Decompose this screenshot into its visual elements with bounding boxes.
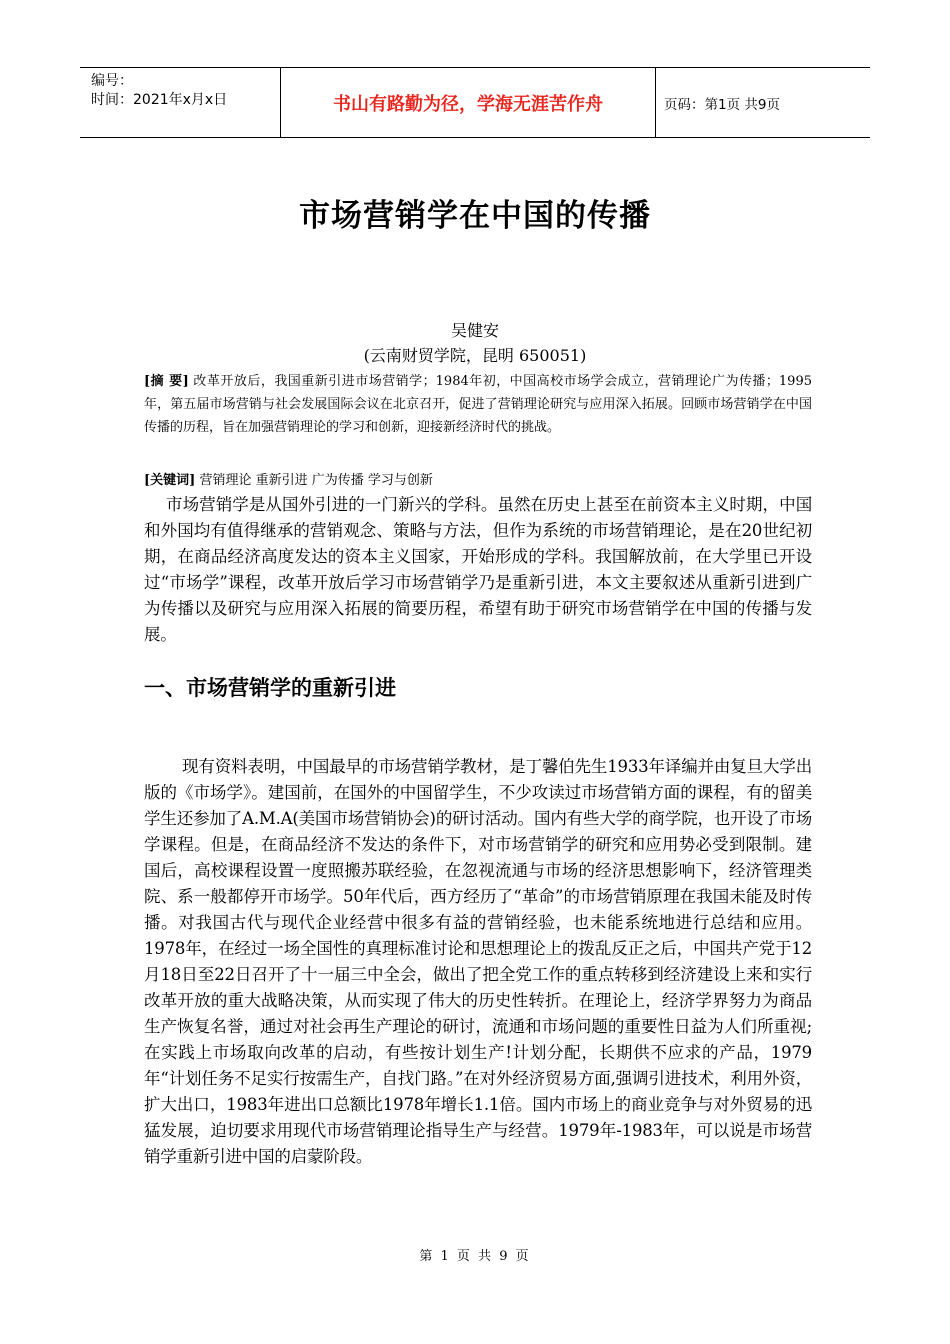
page-footer: 第 1 页 共 9 页 — [419, 1249, 531, 1264]
header-meta-cell — [80, 68, 281, 137]
date-label: 时间：2021年x月x日 — [91, 92, 228, 108]
header-page-cell — [656, 68, 870, 137]
keywords-text: 营销理论 重新引进 广为传播 学习与创新 — [195, 473, 433, 488]
keywords — [144, 469, 812, 492]
intro-paragraph: 市场营销学是从国外引进的一门新兴的学科。虽然在历史上甚至在前资本主义时期，中国和外国均有值得继承的营销观念、策略与方法，但作为系统的市场营销理论，是在20世纪初期，在商品经济高度发达的资本主义国家，开始形成的学科。我国解放前，在大学里已开设过“市场学”课程，改革开放后学习市场营销学乃是重新引进，本文主要叙述从重新引进到广为传播以及研究与应用深入拓展的简要历程，希望有助于研究市场营销学在中国的传播与发展。 — [144, 495, 812, 644]
document-title: 市场营销学在中国的传播 — [299, 198, 651, 234]
abstract — [144, 370, 812, 439]
number-label: 编号： — [91, 73, 133, 89]
section-heading: 一、市场营销学的重新引进 — [144, 676, 396, 700]
header-table — [80, 67, 870, 138]
author-name: 吴健安 — [450, 321, 499, 340]
keywords-tag: [关键词] — [144, 473, 196, 488]
motto-text: 书山有路勤为径，学海无涯苦作舟 — [333, 93, 603, 115]
header-motto-cell — [281, 68, 656, 137]
section-paragraph: 现有资料表明，中国最早的市场营销学教材，是丁馨伯先生1933年译编并由复旦大学出版的《市场学》。建国前，在国外的中国留学生，不少攻读过市场营销方面的课程，有的留美学生还参加了A.M.A(美国市场营销协会)的研讨活动。国内有些大学的商学院，也开设了市场学课程。但是，在商品经济不发达的条件下，对市场营销学的研究和应用势必受到限制。建国后，高校课程设置一度照搬苏联经验，在忽视流通与市场的经济思想影响下，经济管理类院、系一般都停开市场学。50年代后，西方经历了“革命”的市场营销原理在我国未能及时传播。对我国古代与现代企业经营中很多有益的营销经验，也未能系统地进行总结和应用。1978年，在经过一场全国性的真理标准讨论和思想理论上的拨乱反正之后，中国共产党于12月18日至22日召开了十一届三中全会，做出了把全党工作的重点转移到经济建设上来和实行改革开放的重大战略决策，从而实现了伟大的历史性转折。在理论上，经济学界努力为商品生产恢复名誉，通过对社会再生产理论的研讨，流通和市场问题的重要性日益为人们所重视;在实践上市场取向改革的启动，有些按计划生产!计划分配，长期供不应求的产品，1979年“计划任务不足实行按需生产，自找门路。”在对外经济贸易方面,强调引进技术，利用外资，扩大出口，1983年进出口总额比1978年增长1.1倍。国内市场上的商业竞争与对外贸易的迅猛发展，迫切要求用现代市场营销理论指导生产与经营。1979年-1983年，可以说是市场营销学重新引进中国的启蒙阶段。 — [144, 757, 812, 1166]
abstract-tag: [摘 要] — [144, 374, 189, 389]
page-code: 页码：第1页 共9页 — [664, 96, 780, 113]
author-affiliation: (云南财贸学院，昆明 650051) — [363, 346, 587, 365]
abstract-text: 改革开放后，我国重新引进市场营销学；1984年初，中国高校市场学会成立，营销理论广为传播；1995年，第五届市场营销与社会发展国际会议在北京召开，促进了营销理论研究与应用深入拓展。回顾市场营销学在中国传播的历程，旨在加强营销理论的学习和创新，迎接新经济时代的挑战。 — [144, 374, 812, 435]
